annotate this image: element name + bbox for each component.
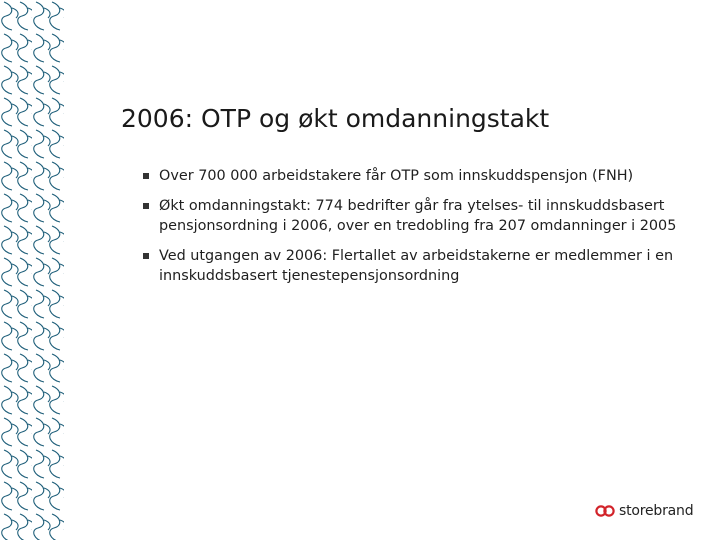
bullet-square-icon <box>143 173 149 179</box>
bullet-list <box>143 166 703 296</box>
bullet-item <box>143 196 703 236</box>
bullet-item <box>143 246 703 286</box>
slide-title: 2006: OTP og økt omdanningstakt <box>121 104 550 133</box>
storebrand-logo <box>594 503 693 519</box>
bullet-square-icon <box>143 203 149 209</box>
logo-text: storebrand <box>619 503 694 519</box>
bullet-square-icon <box>143 253 149 259</box>
decorative-pattern <box>0 0 64 540</box>
storebrand-knot-icon <box>594 504 616 518</box>
bullet-item <box>143 166 703 186</box>
bullet-text: Økt omdanningstakt: 774 bedrifter går fra ytelses- til innskuddsbasert pensjonsordning i 2006, over en tredobling fra 207 omdanninger i 2005 <box>159 198 677 234</box>
bullet-text: Over 700 000 arbeidstakere får OTP som innskuddspensjon (FNH) <box>159 168 634 184</box>
bullet-text: Ved utgangen av 2006: Flertallet av arbeidstakerne er medlemmer i en innskuddsbasert tjenestepensjonsordning <box>159 248 674 284</box>
